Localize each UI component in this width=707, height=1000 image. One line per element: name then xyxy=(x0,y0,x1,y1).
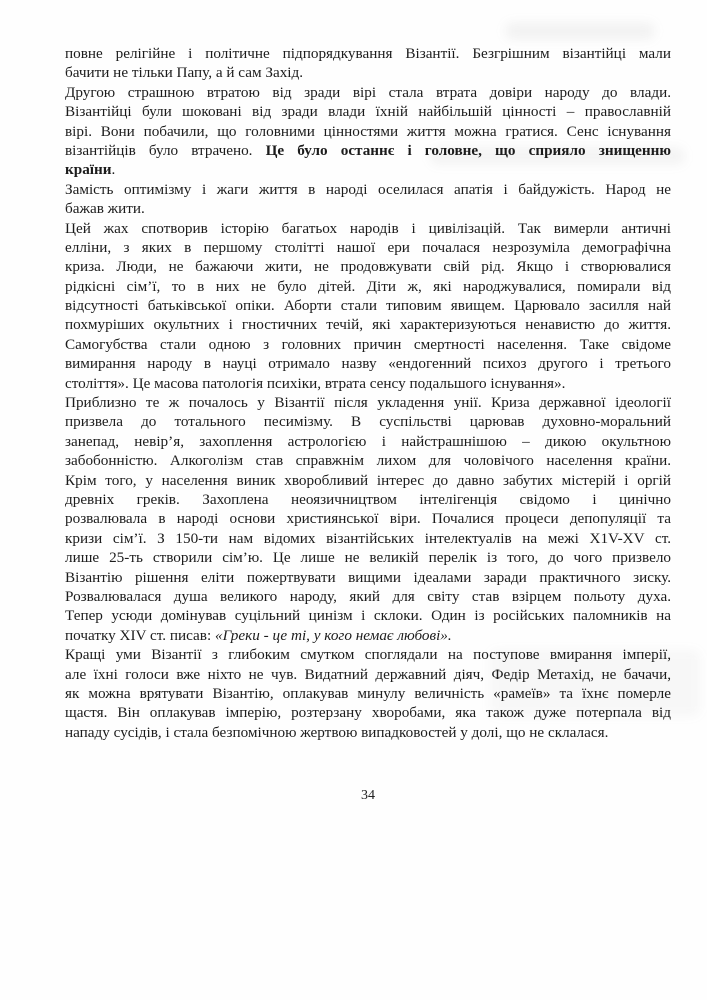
text-segment: криза. Люди, не бажаючи жити, не продовжувати свій рід. Якщо і створювалися xyxy=(65,258,671,276)
text-segment: Самогубства стали одною з головних причин смертності населення. Таке свідоме xyxy=(65,335,671,353)
text-line xyxy=(65,63,671,82)
text-segment: Замість оптимізму і жаги життя в народі оселилася апатія і байдужість. Народ не xyxy=(65,180,671,198)
text-line xyxy=(65,257,671,276)
text-line xyxy=(65,665,671,684)
text-line xyxy=(65,219,671,238)
text-line xyxy=(65,587,671,606)
text-line xyxy=(65,393,671,412)
text-line xyxy=(65,122,671,141)
text-line xyxy=(65,296,671,315)
text-segment: . xyxy=(111,161,116,179)
text-line xyxy=(65,277,671,296)
text-segment: відсутності батьківської опіки. Аборти стали типовим явищем. Царювало засилля най xyxy=(65,297,671,315)
text-line xyxy=(65,83,671,102)
text-line xyxy=(65,723,671,742)
text-segment: Візантію рішення еліти пожертвувати вищими ідеалами заради практичного зиску. xyxy=(65,568,671,586)
text-line xyxy=(65,703,671,722)
text-line xyxy=(65,160,671,179)
text-line xyxy=(65,432,671,451)
text-line xyxy=(65,374,671,393)
text-segment: Візантійці були шоковані від зради влади їхній найбільшій цінності – православній xyxy=(65,103,671,121)
text-line xyxy=(65,509,671,528)
text-line xyxy=(65,44,671,63)
text-segment: повне релігійне і політичне підпорядкування Візантії. Безгрішним візантійці мали xyxy=(65,45,671,62)
text-segment: століття». Це масова патологія психіки, втрата сенсу подальшого існування». xyxy=(65,374,566,392)
page-number: 34 xyxy=(361,788,375,803)
text-line xyxy=(65,354,671,373)
text-line xyxy=(65,626,671,645)
text-segment: занепад, невір’я, захоплення астрологією і найстрашнішою – дикою окультною xyxy=(65,432,671,450)
body-text xyxy=(65,44,671,742)
text-segment: Цей жах спотворив історію багатьох народів і цивілізацій. Так вимерли античні xyxy=(65,219,671,237)
scan-smudge-artifact xyxy=(505,22,655,40)
text-segment: лише 25-ть створили сім’ю. Це лише не великій перелік із того, до чого призвело xyxy=(65,549,671,567)
text-line xyxy=(65,238,671,257)
text-line xyxy=(65,180,671,199)
text-segment: рідкісні сім’ї, то в них не було дітей. Діти ж, які народжувалися, помирали від xyxy=(65,277,671,295)
text-line xyxy=(65,471,671,490)
text-line xyxy=(65,335,671,354)
text-segment: Кращі уми Візантії з глибоким смутком споглядали на поступове вмирання імперії, xyxy=(65,646,671,664)
text-segment: початку XIV ст. писав: xyxy=(65,626,215,644)
text-line xyxy=(65,315,671,334)
text-line xyxy=(65,645,671,664)
text-segment: але їхні голоси вже ніхто не чув. Видатний державний діяч, Федір Метахід, не бачачи, xyxy=(65,665,671,683)
text-line xyxy=(65,102,671,121)
text-segment: вірі. Вони побачили, що головними цінностями життя можна гратися. Сенс існування xyxy=(65,122,671,140)
text-segment: як можна врятувати Візантію, оплакував минулу величність «рамеїв» та їхнє померле xyxy=(65,684,671,702)
text-line xyxy=(65,606,671,625)
text-line xyxy=(65,529,671,548)
text-segment: бажав жити. xyxy=(65,200,145,218)
text-segment: Крім того, у населення виник хворобливий інтерес до давно забутих містерій і оргій xyxy=(65,471,671,489)
text-segment: древніх греків. Захоплена неоязичництвом інтелігенція свідомо і цинічно xyxy=(65,490,671,508)
text-line xyxy=(65,568,671,587)
text-segment: вимирання народу в науці отримало назву «ендогенний психоз другого і третього xyxy=(65,355,671,373)
text-segment: нападу сусідів, і стала безпомічною жертвою випадковостей у долі, що не склалася. xyxy=(65,723,609,741)
text-segment: країни xyxy=(65,161,112,179)
text-segment: «Греки - це ті, у кого немає любові». xyxy=(214,626,452,644)
text-segment: забобонністю. Алкоголізм став справжнім лихом для чоловічого населення країни. xyxy=(65,452,671,470)
text-segment: елліни, з яких в першому столітті нашої ери почалася незрозуміла демографічна xyxy=(65,238,671,256)
text-line xyxy=(65,548,671,567)
text-line xyxy=(65,412,671,431)
text-line xyxy=(65,451,671,470)
text-segment: бачити не тільки Папу, а й сам Захід. xyxy=(65,64,304,82)
text-segment: розвалювала в народі основи християнської віри. Почалися процеси депопуляції та xyxy=(65,510,671,528)
text-segment: похмуріших окультних і гностичних течій, які характеризуються ненавистю до життя. xyxy=(65,316,671,334)
text-line xyxy=(65,141,671,160)
text-segment: призвела до тотального песимізму. В суспільстві царював духовно-моральний xyxy=(65,413,671,431)
text-line xyxy=(65,490,671,509)
text-segment: Тепер усюди домінував суцільний цинізм і склоки. Один із російських паломників на xyxy=(65,607,671,625)
text-segment: візантійців було втрачено. xyxy=(65,141,266,159)
text-line xyxy=(65,684,671,703)
text-line xyxy=(65,199,671,218)
text-segment: кризи сім’ї. З 150-ти нам відомих візантійських інтелектуалів на межі X1V-XV ст. xyxy=(65,529,671,547)
text-segment: Другою страшною втратою від зради вірі стала втрата довіри народу до влади. xyxy=(65,83,671,101)
text-segment: Приблизно те ж почалось у Візантії після укладення унії. Криза державної ідеології xyxy=(65,394,671,412)
text-segment: Розвалювалася душа великого народу, який для світу став взірцем польоту духа. xyxy=(65,587,671,605)
text-segment: Це було останнє і головне, що сприяло знищенню xyxy=(265,141,671,159)
text-segment: щастя. Він оплакував імперію, розтерзану хворобами, яка також дуже потерпала від xyxy=(65,704,671,722)
